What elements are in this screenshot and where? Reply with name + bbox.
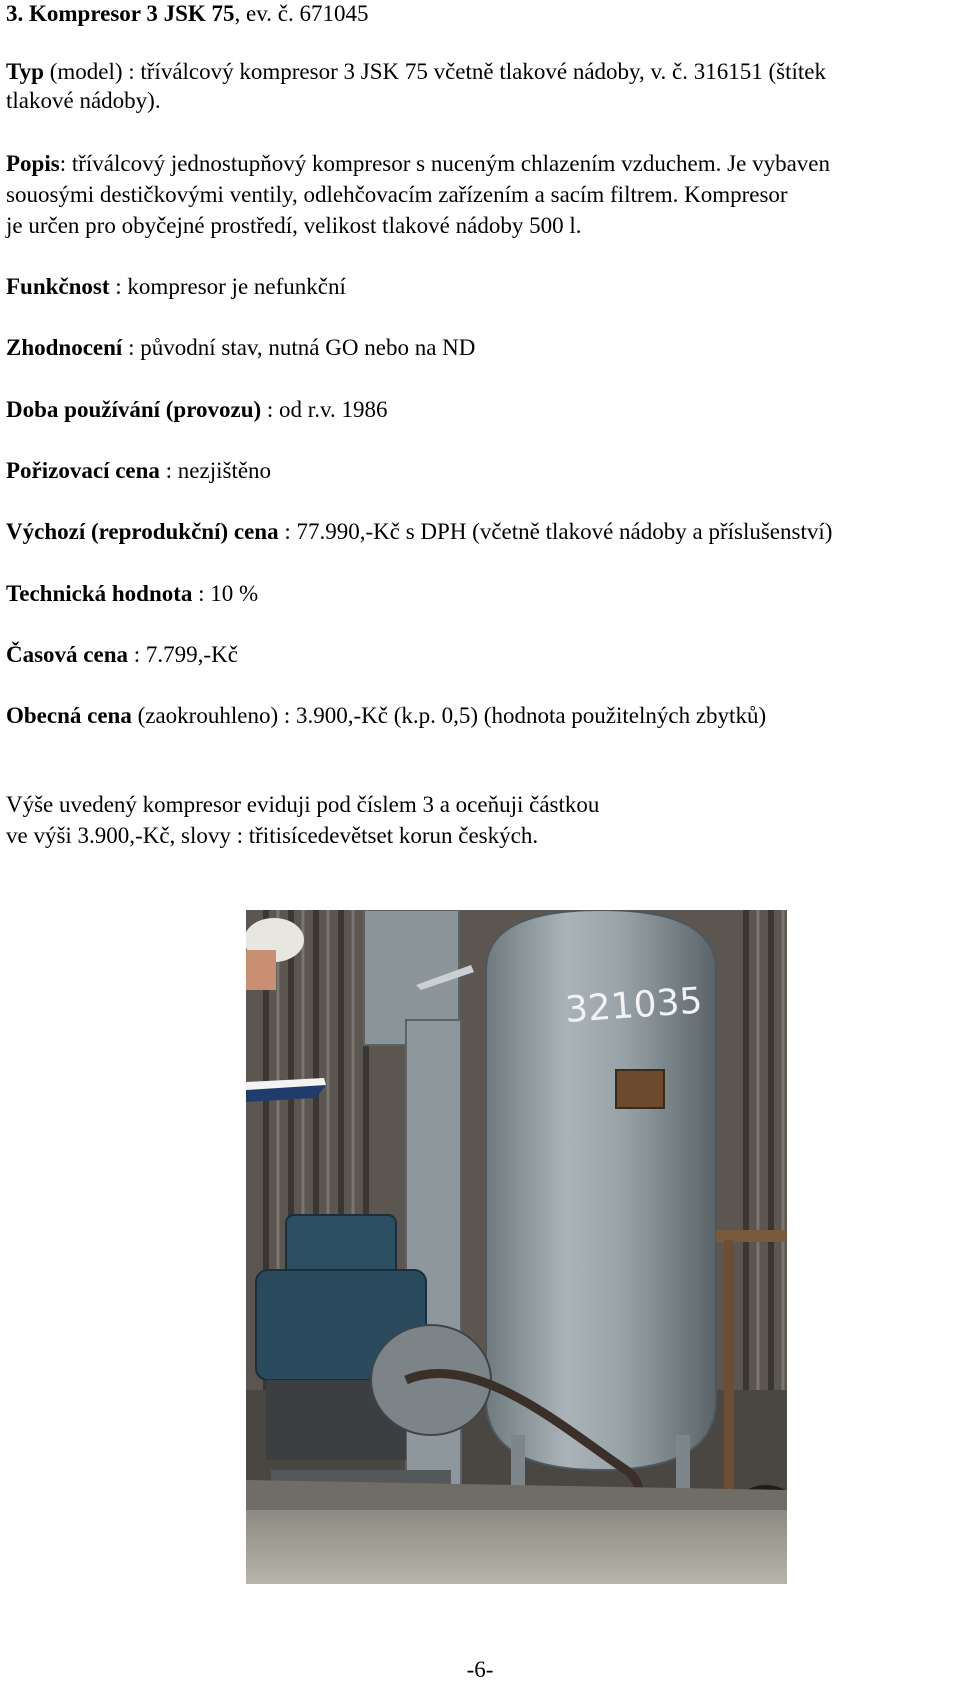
popis-line-1: Popis: tříválcový jednostupňový kompresor s nuceným chlazením vzduchem. Je vybaven: [6, 151, 830, 176]
summary-line-2: ve výši 3.900,-Kč, slovy : třitisícedevětset korun českých.: [6, 823, 539, 848]
summary-line-1: Výše uvedený kompresor eviduji pod číslem 3 a oceňuji částkou: [6, 792, 600, 817]
page-number: -6-: [466, 1657, 494, 1682]
popis-line-2: souosými destičkovými ventily, odlehčovacím zařízením a sacím filtrem. Kompresor: [6, 182, 788, 207]
heading: 3. Kompresor 3 JSK 75, ev. č. 671045: [6, 1, 369, 26]
funkcnost-line: Funkčnost : kompresor je nefunkční: [6, 274, 346, 299]
zhodnoceni-line: Zhodnocení : původní stav, nutná GO nebo na ND: [6, 335, 476, 360]
porizovaci-line: Pořizovací cena : nezjištěno: [6, 458, 272, 483]
obecna-line: Obecná cena (zaokrouhleno) : 3.900,-Kč (k.p. 0,5) (hodnota použitelných zbytků): [6, 703, 767, 728]
compressor-photo: [246, 910, 787, 1584]
casova-line: Časová cena : 7.799,-Kč: [6, 642, 238, 667]
vychozi-line: Výchozí (reprodukční) cena : 77.990,-Kč s DPH (včetně tlakové nádoby a příslušenství): [6, 519, 833, 544]
typ-line-1: Typ (model) : tříválcový kompresor 3 JSK 75 včetně tlakové nádoby, v. č. 316151 (štítek: [6, 59, 826, 84]
tank-nameplate: [616, 1070, 664, 1108]
popis-line-3: je určen pro obyčejné prostředí, velikost tlakové nádoby 500 l.: [6, 213, 582, 238]
technicka-line: Technická hodnota : 10 %: [6, 581, 259, 606]
pressure-tank: [486, 910, 716, 1535]
doba-line: Doba používání (provozu) : od r.v. 1986: [6, 397, 388, 422]
typ-line-2: tlakové nádoby).: [6, 88, 161, 113]
tank-marking: 321035: [563, 980, 704, 1031]
